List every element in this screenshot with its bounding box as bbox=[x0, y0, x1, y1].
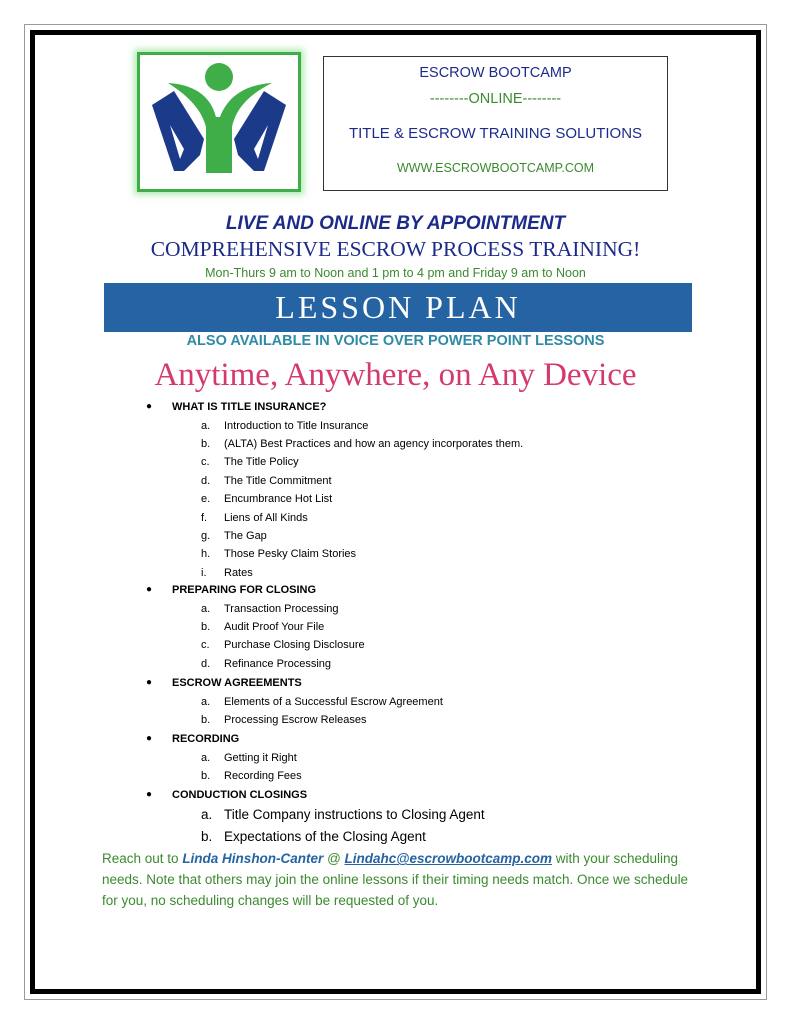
brand-name: ESCROW BOOTCAMP bbox=[419, 65, 572, 81]
section-title: ESCROW AGREEMENTS bbox=[172, 677, 302, 689]
list-item: Recording Fees bbox=[224, 769, 302, 782]
list-item: Elements of a Successful Escrow Agreement bbox=[224, 695, 443, 708]
item-marker: g. bbox=[201, 529, 211, 542]
section-title: CONDUCTION CLOSINGS bbox=[172, 789, 308, 801]
list-item: Expectations of the Closing Agent bbox=[224, 828, 426, 844]
tagline: TITLE & ESCROW TRAINING SOLUTIONS bbox=[348, 125, 643, 142]
list-item: Rates bbox=[224, 566, 253, 579]
footer-rest: with your scheduling needs. Note that others may join the online lessons if their timing needs match. Once we schedule for you, no scheduling changes will be requested of you. bbox=[102, 851, 689, 908]
item-marker: i. bbox=[201, 566, 207, 579]
list-item: Introduction to Title Insurance bbox=[224, 419, 369, 432]
item-marker: b. bbox=[201, 769, 211, 782]
item-marker: a. bbox=[201, 419, 211, 432]
list-item: Processing Escrow Releases bbox=[224, 713, 367, 726]
list-item: The Gap bbox=[224, 529, 267, 542]
item-marker: a. bbox=[201, 751, 211, 764]
contact-paragraph bbox=[102, 848, 702, 911]
list-item: Those Pesky Claim Stories bbox=[224, 548, 357, 561]
anytime-slogan: Anytime, Anywhere, on Any Device bbox=[154, 357, 637, 393]
item-marker: b. bbox=[201, 713, 211, 726]
bullet-icon: ● bbox=[146, 584, 153, 595]
item-marker: b. bbox=[201, 437, 211, 450]
item-marker: e. bbox=[201, 493, 211, 506]
item-marker: c. bbox=[201, 456, 210, 469]
section-title: PREPARING FOR CLOSING bbox=[172, 584, 317, 596]
contact-name: Linda Hinshon-Canter bbox=[182, 851, 324, 866]
bullet-icon: ● bbox=[146, 401, 153, 412]
bullet-icon: ● bbox=[146, 677, 153, 688]
list-item: Getting it Right bbox=[224, 751, 297, 764]
hours-text: Mon-Thurs 9 am to Noon and 1 pm to 4 pm and Friday 9 am to Noon bbox=[205, 266, 586, 280]
list-item: Audit Proof Your File bbox=[224, 620, 325, 633]
also-available-text: ALSO AVAILABLE IN VOICE OVER POWER POINT LESSONS bbox=[186, 333, 605, 349]
item-marker: a. bbox=[201, 602, 211, 615]
footer-at: @ bbox=[323, 851, 345, 866]
list-item: (ALTA) Best Practices and how an agency incorporates them. bbox=[224, 437, 524, 450]
live-online-heading: LIVE AND ONLINE BY APPOINTMENT bbox=[225, 213, 566, 234]
title-info-box bbox=[323, 56, 668, 191]
item-marker: b. bbox=[201, 620, 211, 633]
item-marker: d. bbox=[201, 474, 211, 487]
list-item: The Title Commitment bbox=[224, 474, 332, 487]
bootcamp-person-logo-icon bbox=[137, 52, 301, 192]
bullet-icon: ● bbox=[146, 789, 153, 800]
item-marker: a. bbox=[201, 695, 211, 708]
list-item: Liens of All Kinds bbox=[224, 511, 308, 524]
section-title: RECORDING bbox=[172, 733, 240, 745]
item-marker: d. bbox=[201, 657, 211, 670]
item-marker: a. bbox=[201, 806, 213, 822]
list-item: Title Company instructions to Closing Agent bbox=[224, 806, 485, 822]
comprehensive-heading: COMPREHENSIVE ESCROW PROCESS TRAINING! bbox=[150, 237, 641, 261]
item-marker: f. bbox=[201, 511, 208, 524]
list-item: Refinance Processing bbox=[224, 657, 332, 670]
bullet-icon: ● bbox=[146, 733, 153, 744]
item-marker: b. bbox=[201, 828, 213, 844]
website-url: WWW.ESCROWBOOTCAMP.COM bbox=[397, 161, 594, 175]
list-item: The Title Policy bbox=[224, 456, 299, 469]
list-item: Purchase Closing Disclosure bbox=[224, 639, 365, 652]
footer-intro: Reach out to bbox=[102, 851, 183, 866]
contact-email-link[interactable]: Lindahc@escrowbootcamp.com bbox=[344, 851, 552, 866]
list-item: Transaction Processing bbox=[224, 602, 339, 615]
item-marker: c. bbox=[201, 639, 210, 652]
section-title: WHAT IS TITLE INSURANCE? bbox=[172, 401, 327, 413]
lesson-plan-banner: LESSON PLAN bbox=[104, 283, 692, 332]
online-tag: --------ONLINE-------- bbox=[429, 91, 562, 107]
item-marker: h. bbox=[201, 548, 211, 561]
list-item: Encumbrance Hot List bbox=[224, 493, 333, 506]
